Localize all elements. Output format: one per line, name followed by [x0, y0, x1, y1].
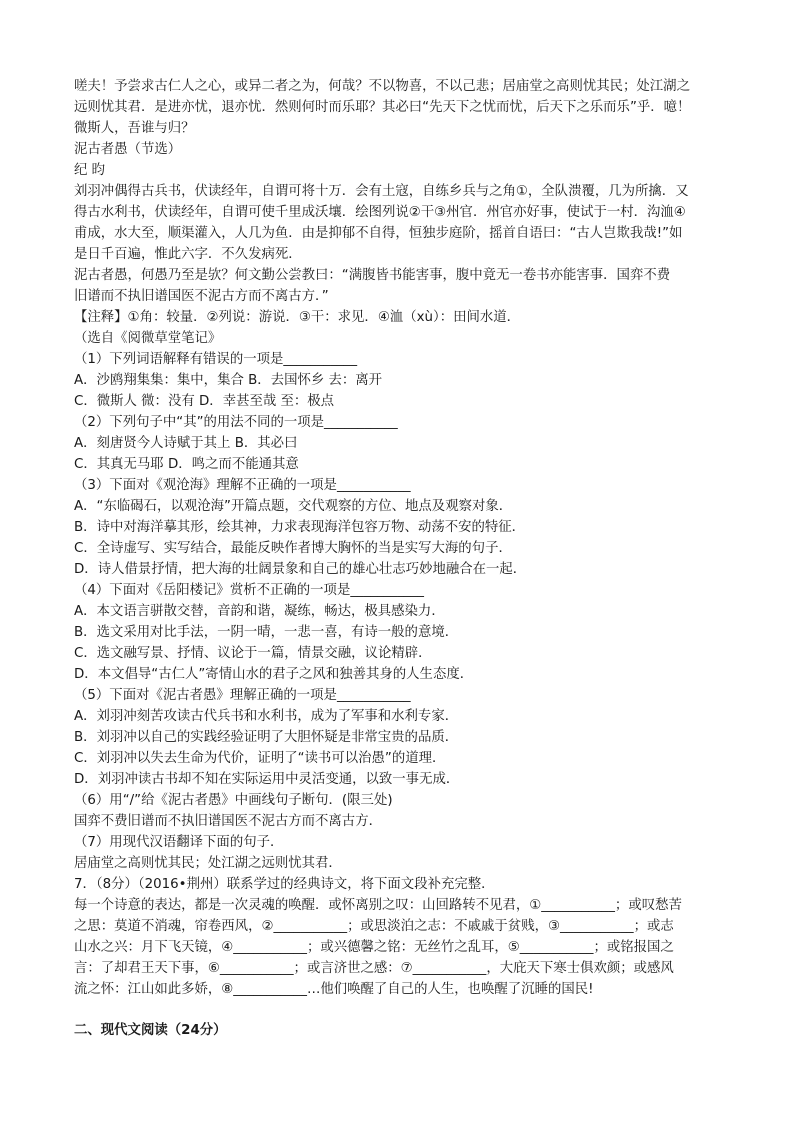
text-line: 7．（8分）（2016•荆州）联系学过的经典诗文，将下面文段补充完整．	[74, 877, 495, 892]
text-line: 国弈不费旧谱而不执旧谱国医不泥古方而不离古方．	[74, 814, 382, 829]
text-line: 旧谱而不执旧谱国医不泥古方而不离古方．”	[74, 289, 329, 304]
text-line: （6）用“/”给《泥古者愚》中画线句子断句．(限三处)	[74, 793, 393, 808]
text-line: （1）下列词语解释有错误的一项是___________	[74, 352, 358, 367]
text-line: （3）下面对《观沧海》理解不正确的一项是___________	[74, 478, 411, 493]
text-line: 之思：莫道不消魂，帘卷西风，②___________；或思淡泊之志：不戚戚于贫贱，③___________；或志	[74, 919, 674, 934]
text-line: D．刘羽冲读古书却不知在实际运用中灵活变通，以致一事无成．	[74, 772, 460, 787]
text-line: 泥古者愚（节选）	[74, 142, 182, 157]
text-line: 山水之兴：月下飞天镜，④___________；或兴德馨之铭：无丝竹之乱耳，⑤___________；或铭报国之	[74, 940, 674, 955]
text-line: 是日千百遍，惟此六字．不久发病死．	[74, 247, 302, 262]
text-line: C．微斯人 微：没有 D．幸甚至哉 至：极点	[74, 394, 335, 409]
section-heading: 二、现代文阅读（24分）	[74, 1023, 227, 1038]
text-line: C．其真无马耶 D．鸣之而不能通其意	[74, 457, 299, 472]
text-line: （选自《阅微草堂笔记》	[74, 331, 222, 346]
text-line: 居庙堂之高则忧其民；处江湖之远则忧其君．	[74, 856, 342, 871]
text-line: （5）下面对《泥古者愚》理解正确的一项是___________	[74, 688, 411, 703]
text-line: （2）下列句子中“其”的用法不同的一项是___________	[74, 415, 398, 430]
text-line: 流之怀：江山如此多娇，⑧___________…他们唤醒了自己的人生，也唤醒了沉睡的国民!	[74, 982, 594, 997]
text-line: A．刻唐贤今人诗赋于其上 B．其必曰	[74, 436, 298, 451]
text-line: A．“东临碣石，以观沧海”开篇点题，交代观察的方位、地点及观察对象．	[74, 499, 513, 514]
text-line: D．诗人借景抒情，把大海的壮阔景象和自己的雄心壮志巧妙地融合在一起．	[74, 562, 527, 577]
text-line: 远则忧其君．是进亦忧，退亦忧．然则何时而乐耶？其必曰“先天下之忧而忧，后天下之乐而乐”乎．噫！	[74, 100, 691, 115]
text-line: B．诗中对海洋摹其形，绘其神，力求表现海洋包容万物、动荡不安的特征．	[74, 520, 526, 535]
text-line: C．刘羽冲以失去生命为代价，证明了“读书可以治愚”的道理．	[74, 751, 446, 766]
text-line: 言：了却君王天下事，⑥___________；或言济世之感：⑦___________，大庇天下寒士俱欢颜；或感风	[74, 961, 674, 976]
text-line: 【注释】①角：较量．②列说：游说．③干：求见．④洫（xù）：田间水道．	[74, 310, 521, 325]
text-line: 嗟夫！予尝求古仁人之心，或异二者之为，何哉？不以物喜，不以己悲；居庙堂之高则忧其民；处江湖之	[74, 79, 690, 94]
text-line: 得古水利书，伏读经年，自谓可使千里成沃壤．绘图列说②干③州官．州官亦好事，使试于一村．沟洫④	[74, 205, 686, 220]
text-line: A．刘羽冲刻苦攻读古代兵书和水利书，成为了军事和水利专家．	[74, 709, 459, 724]
text-line: 泥古者愚，何愚乃至是欤？何文勤公尝教曰：“满腹皆书能害事，腹中竟无一卷书亦能害事．国弈不费	[74, 268, 671, 283]
text-line: 每一个诗意的表达，都是一次灵魂的唤醒．或怀离别之叹：山回路转不见君，①___________；或叹愁苦	[74, 898, 682, 913]
text-line: B．刘羽冲以自己的实践经验证明了大胆怀疑是非常宝贵的品质．	[74, 730, 459, 745]
document-page	[74, 76, 722, 1041]
text-line: （4）下面对《岳阳楼记》赏析不正确的一项是___________	[74, 583, 424, 598]
text-line: A．沙鸥翔集集：集中，集合 B．去国怀乡 去：离开	[74, 373, 383, 388]
text-line: （7）用现代汉语翻译下面的句子．	[74, 835, 284, 850]
text-line: 刘羽冲偶得古兵书，伏读经年，自谓可将十万．会有土寇，自练乡兵与之角①，全队溃覆，几为所擒．又	[74, 184, 689, 199]
text-line: B．选文采用对比手法，一阴一晴，一悲一喜，有诗一般的意境．	[74, 625, 459, 640]
text-line: 甫成，水大至，顺渠灌入，人几为鱼．由是抑郁不自得，恒独步庭阶，摇首自语曰：“古人岂欺我哉!”如	[74, 226, 683, 241]
text-line: C．选文融写景、抒情、议论于一篇，情景交融，议论精辟．	[74, 646, 432, 661]
text-line: C．全诗虚写、实写结合，最能反映作者博大胸怀的当是实写大海的句子．	[74, 541, 512, 556]
text-line: 纪 昀	[74, 163, 106, 178]
text-line: A．本文语言骈散交替，音韵和谐，凝练，畅达，极具感染力．	[74, 604, 445, 619]
text-line: 微斯人，吾谁与归？	[74, 121, 195, 136]
text-body	[74, 76, 722, 1000]
text-line: D．本文倡导“古仁人”寄情山水的君子之风和独善其身的人生态度．	[74, 667, 474, 682]
